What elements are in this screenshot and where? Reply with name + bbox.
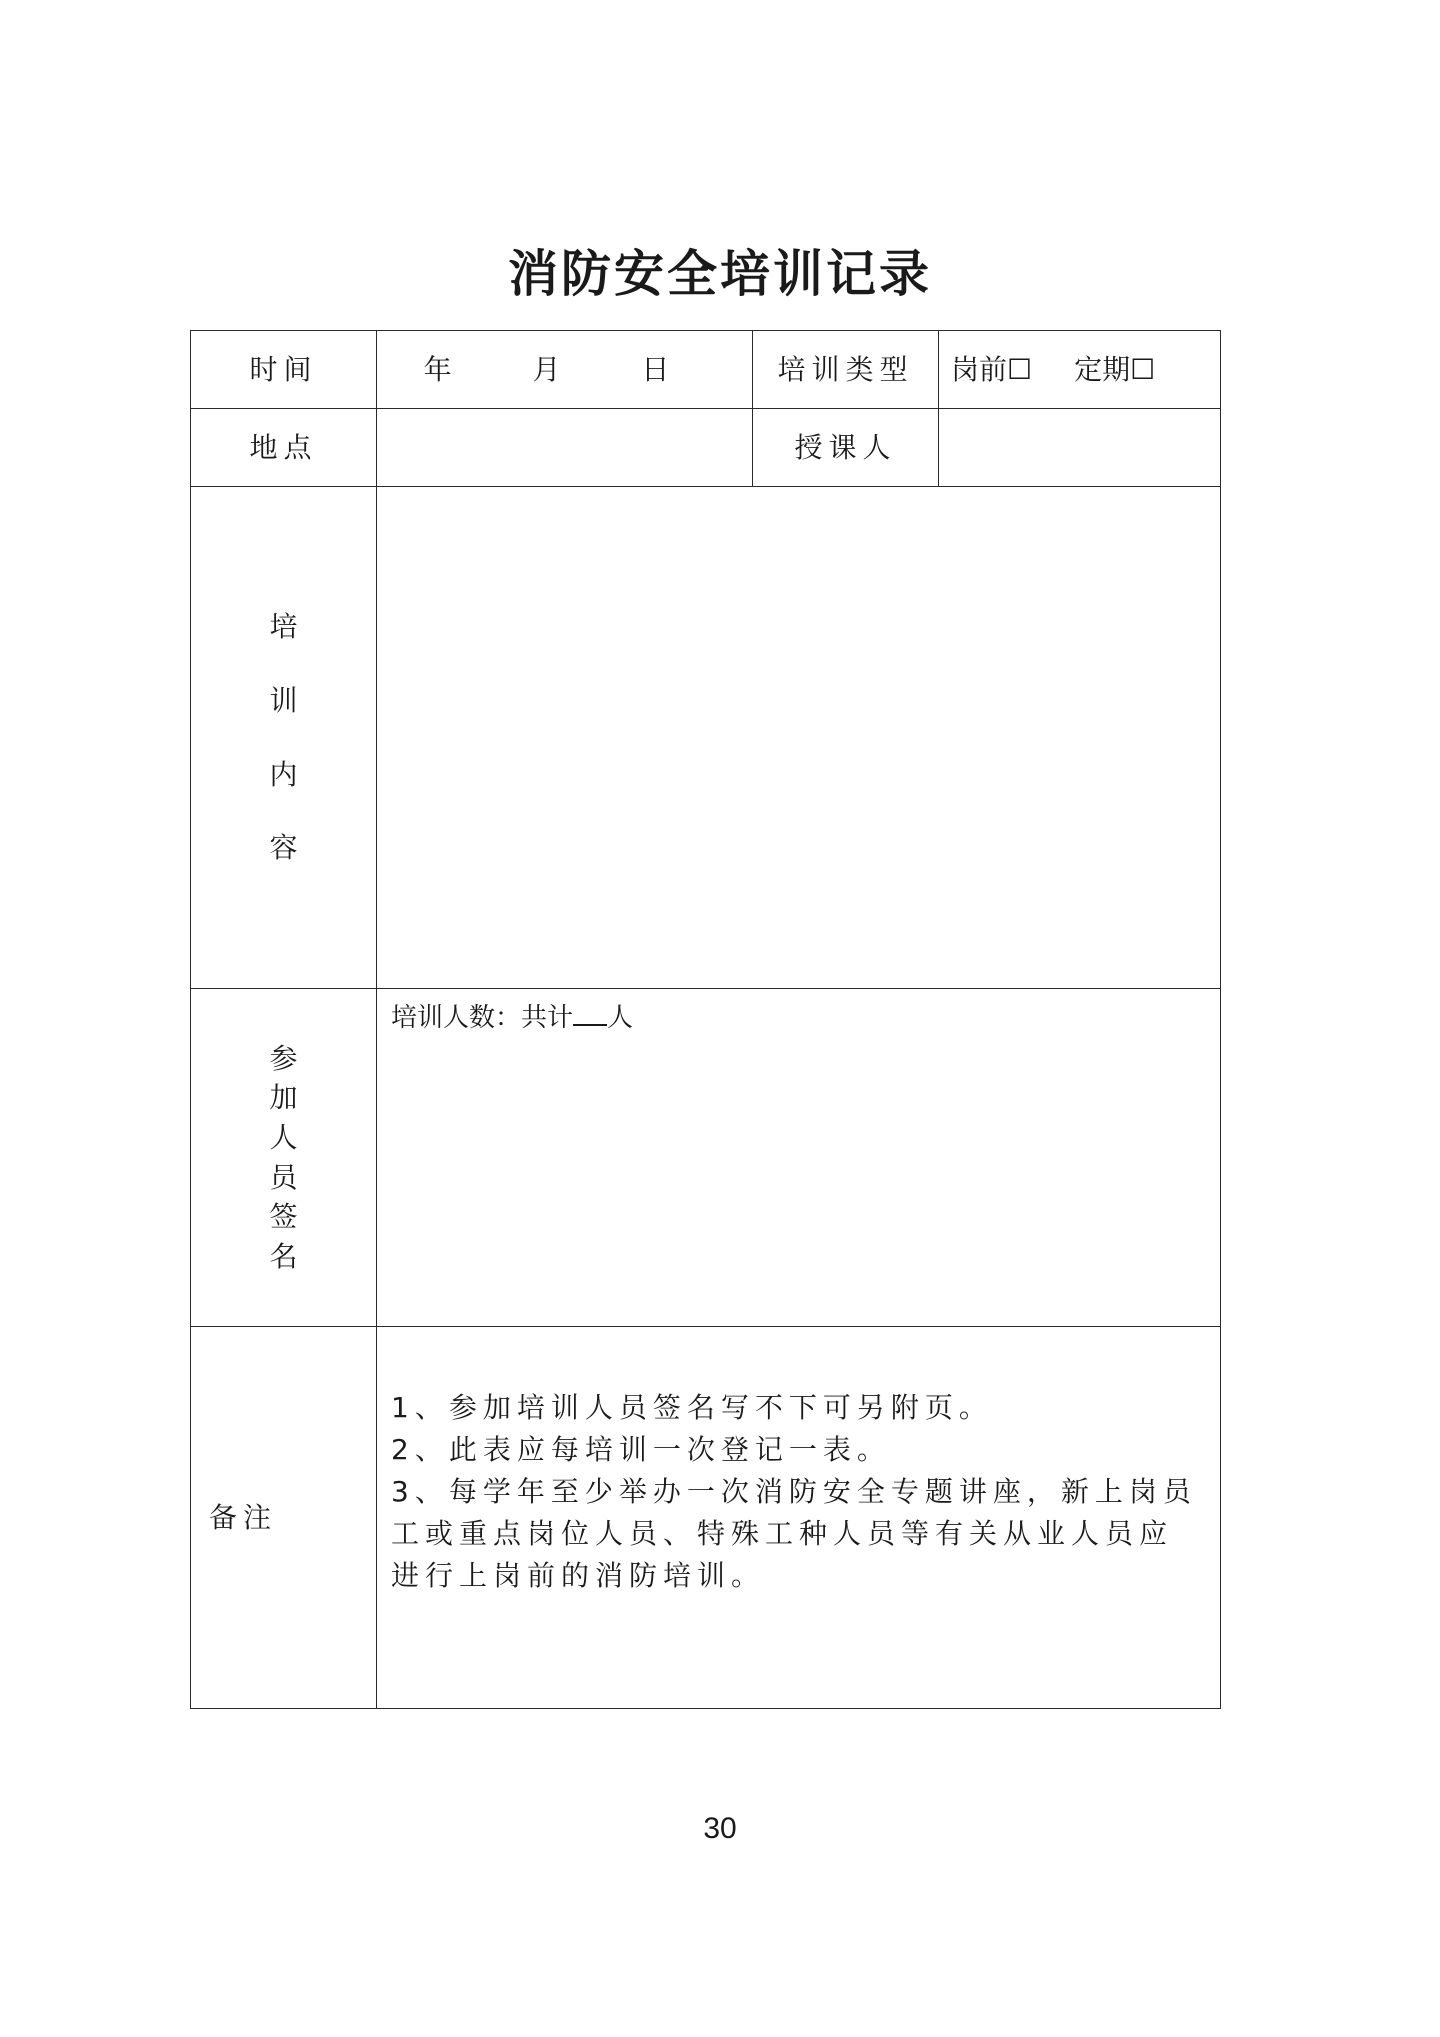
participants-label-char: 名: [269, 1239, 298, 1273]
participants-label-char: 员: [269, 1160, 298, 1194]
signature-area[interactable]: [377, 989, 1221, 1327]
training-record-table: [190, 330, 1221, 1709]
date-field[interactable]: 年 月 日: [377, 331, 753, 409]
row-time: [191, 331, 1221, 409]
participant-count-prefix: 培训人数：共计: [391, 1003, 574, 1033]
instructor-label: 授课人: [753, 409, 939, 487]
row-remarks: [191, 1327, 1221, 1709]
remarks-label: 备注: [191, 1327, 377, 1709]
participants-label-char: 参: [269, 1041, 298, 1075]
page-number: 30: [703, 1812, 737, 1845]
row-participants: [191, 989, 1221, 1327]
remark-item: 3、每学年至少举办一次消防安全专题讲座，新上岗员工或重点岗位人员、特殊工种人员等有关从业人员应进行上岗前的消防培训。: [391, 1475, 1197, 1592]
participants-label-char: 签: [269, 1200, 298, 1234]
participant-count-field[interactable]: [573, 1024, 607, 1026]
participants-label: [191, 989, 377, 1327]
location-label: 地点: [191, 409, 377, 487]
training-type-label: 培训类型: [753, 331, 939, 409]
pre-job-checkbox[interactable]: 岗前☐: [951, 352, 1033, 386]
remark-item: 2、此表应每培训一次登记一表。: [391, 1433, 891, 1466]
content-label: [191, 487, 377, 989]
training-type-options: [939, 331, 1221, 409]
row-content: [191, 487, 1221, 989]
row-location: [191, 409, 1221, 487]
participants-label-char: 人: [269, 1120, 298, 1154]
content-label-char: 容: [269, 831, 298, 865]
content-label-char: 训: [269, 683, 298, 717]
page-title: 消防安全培训记录: [508, 244, 932, 303]
instructor-field[interactable]: [939, 409, 1221, 487]
remark-item: 1、参加培训人员签名写不下可另附页。: [391, 1391, 993, 1424]
participant-count-suffix: 人: [607, 1003, 634, 1033]
content-label-char: 培: [269, 610, 298, 644]
regular-checkbox[interactable]: 定期☐: [1074, 352, 1156, 386]
remarks-content: [377, 1327, 1221, 1709]
location-field[interactable]: [377, 409, 753, 487]
participants-label-char: 加: [269, 1081, 298, 1115]
content-field[interactable]: [377, 487, 1221, 989]
content-label-char: 内: [269, 757, 298, 791]
time-label: 时间: [191, 331, 377, 409]
participant-count-line: [377, 989, 1220, 1034]
